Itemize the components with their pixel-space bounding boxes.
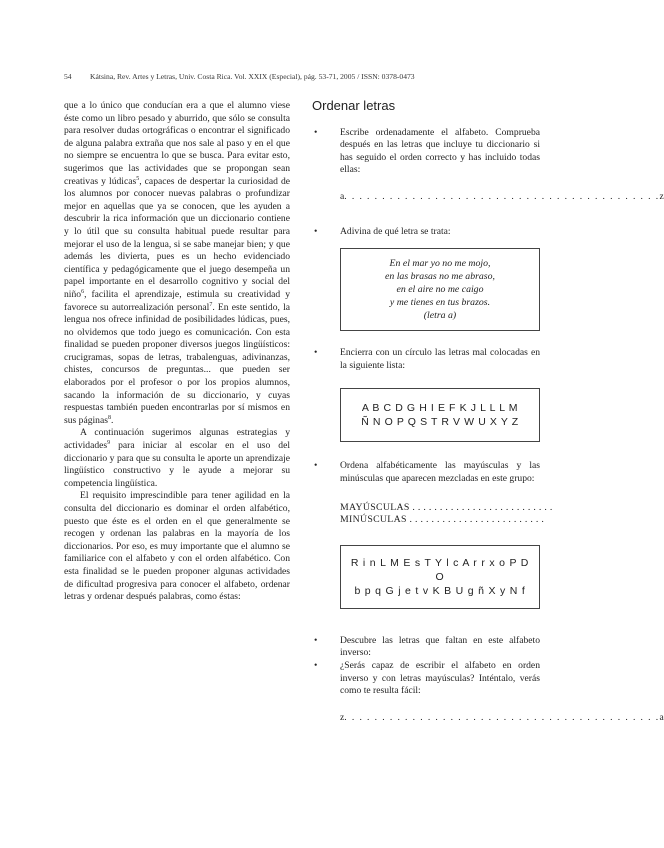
riddle-answer: (letra a) <box>423 310 457 322</box>
journal-citation: Kátsina, Rev. Artes y Letras, Univ. Costa Rica. Vol. XXIX (Especial), pág. 53-71, 2005 / ISSN: 0378-0473 <box>90 72 415 81</box>
fill-dots: . . . . . . . . . . . . . . . . . . . . . . . . . . . . . . . . . . . . . . . . . . <box>344 711 660 723</box>
activity-2 <box>312 226 540 239</box>
riddle-box <box>340 248 540 331</box>
text-segment: que a lo único que conducían era a que el alumno viese éste como un libro pesado y aburrido, que sólo se consulta para resolver dudas ortográficas o encontrar el significado de alguna palabra extraña que nos sale al paso y en el que no siempre se encuentra lo que se busca. Para evitar esto, sugerimos que las actividades que se propongan sean creativas y lúdicas <box>64 100 290 187</box>
footnote-ref-8[interactable]: 8 <box>107 414 111 421</box>
riddle-line: en las brasas no me abraso, <box>385 271 495 283</box>
activity-text: Escribe ordenadamente el alfabeto. Comprueba después en las letras que incluye tu diccionario si has seguido el orden correcto y has incluido todas ellas: <box>340 126 540 176</box>
activity-5 <box>312 635 540 660</box>
fill-dots: . . . . . . . . . . . . . . . . . . . . . . . . . <box>409 514 545 526</box>
bullet-icon: • <box>314 634 318 646</box>
fill-end: z <box>659 190 664 202</box>
fill-dots: . . . . . . . . . . . . . . . . . . . . . . . . . . . . . . . . . . . . . . . . . . <box>344 190 660 202</box>
inverse-alphabet-fill-line <box>312 711 664 725</box>
body-paragraph-2 <box>64 427 290 490</box>
lowercase-label: MINÚSCULAS <box>340 514 407 526</box>
activity-text: ¿Serás capaz de escribir el alfabeto en orden inverso y con letras mayúsculas? Inténtalo, verás como te resulta fácil: <box>340 659 540 697</box>
mixed-line: b p q G j e t v K B U g ñ X y N f <box>354 584 526 597</box>
text-segment: para iniciar al escolar en el uso del diccionario y para que su consulta le aporte un aprendizaje lingüístico constructivo y le ayude a mejorar su competencia lingüística. <box>64 440 290 489</box>
mixed-line: R i n L M E s T Y l c A r r x o P D O <box>350 556 530 583</box>
activity-1 <box>312 127 540 177</box>
footnote-ref-7[interactable]: 7 <box>209 301 213 308</box>
footnote-ref-6[interactable]: 6 <box>81 288 85 295</box>
lowercase-fill <box>312 514 545 527</box>
bullet-icon: • <box>314 225 318 237</box>
activity-4 <box>312 460 540 485</box>
text-segment: , capaces de despertar la curiosidad de los alumnos por conocer nuevas palabras o profundizar mejor en aquellas que ya se conocen, que les ayuden a descubrir la rica información que un diccionario contiene y lo útil que su consulta habitual puede resultar para mejorar el uso de la lengua, si se sabe manejar bien; y que además les divierta, pues es un hecho evidenciado científica y pedagógicamente que el juego desempeña un papel importante en el desarrollo cognitivo y social del niño <box>64 175 290 300</box>
fill-end: a <box>659 711 664 723</box>
text-segment: . En este sentido, la lengua nos ofrece infinidad de posibilidades lúdicas, pues, no olvidemos que todo juego es comunicación. Con esta finalidad se pueden proponer diversos juegos lingüísticos: crucigramas, sopas de letras, trabalenguas, adivinanzas, chistes, concursos de preguntas... que pueden ser elaborados por el profesor o por los propios alumnos, sacando la información de su diccionario, y cuyas respuestas también pueden encontrarlas por sí mismos en sus páginas <box>64 301 290 426</box>
footnote-ref-9[interactable]: 9 <box>107 439 111 446</box>
text-segment: . <box>110 414 114 426</box>
activity-6 <box>312 660 540 698</box>
activity-3 <box>312 347 540 372</box>
riddle-line: y me tienes en tus brazos. <box>389 297 491 309</box>
activity-text: Adivina de qué letra se trata: <box>340 225 451 237</box>
bullet-icon: • <box>314 347 318 359</box>
uppercase-label: MAYÚSCULAS <box>340 501 410 513</box>
alphabet-fill-line <box>312 190 664 204</box>
footnote-ref-5[interactable]: 5 <box>136 175 140 182</box>
fill-start: a <box>340 190 345 202</box>
bullet-icon: • <box>314 659 318 671</box>
riddle-line: En el mar yo no me mojo, <box>389 258 491 270</box>
body-paragraph-3: El requisito imprescindible para tener agilidad en la consulta del diccionario es dominar el orden alfabético, puesto que éste es el orden en el que generalmente se recogen y ordenan las palabras en la mayoría de los diccionarios. Por eso, es muy importante que el alumno se familiarice con el alfabeto y con el orden alfabético. Con esta finalidad se le pueden proponer algunas actividades de dificultad progresiva para conocer el alfabeto, ordenar letras y ordenar después palabras, como éstas: <box>64 490 290 603</box>
letters-line: Ñ N O P Q S T R V W U X Y Z <box>361 416 519 429</box>
activity-text: Encierra con un círculo las letras mal colocadas en la siguiente lista: <box>340 347 540 371</box>
left-column <box>64 100 290 604</box>
bullet-icon: • <box>314 460 318 472</box>
activity-text: Descubre las letras que faltan en este alfabeto inverso: <box>340 634 540 659</box>
mixed-letters-box <box>340 545 540 609</box>
right-column <box>312 98 664 724</box>
fill-dots: . . . . . . . . . . . . . . . . . . . . . . . . . . <box>412 501 553 513</box>
letters-box <box>340 388 540 442</box>
running-header <box>64 72 544 81</box>
page-number: 54 <box>64 72 72 81</box>
text-segment: A continuación sugerimos algunas estrategias y actividades <box>64 427 290 452</box>
uppercase-fill <box>312 501 553 515</box>
text-segment: , facilita el aprendizaje, estimula su creatividad y favorece su autorrealización personal <box>64 288 290 313</box>
section-title: Ordenar letras <box>312 98 396 113</box>
bullet-icon: • <box>314 126 318 138</box>
letters-line: A B C D G H I E F K J L L L M <box>361 402 519 415</box>
body-paragraph-1 <box>64 100 290 427</box>
fill-start: z <box>340 711 345 723</box>
activity-text: Ordena alfabéticamente las mayúsculas y las minúsculas que aparecen mezcladas en este grupo: <box>340 460 540 484</box>
riddle-line: en el aire no me caigo <box>396 284 484 296</box>
